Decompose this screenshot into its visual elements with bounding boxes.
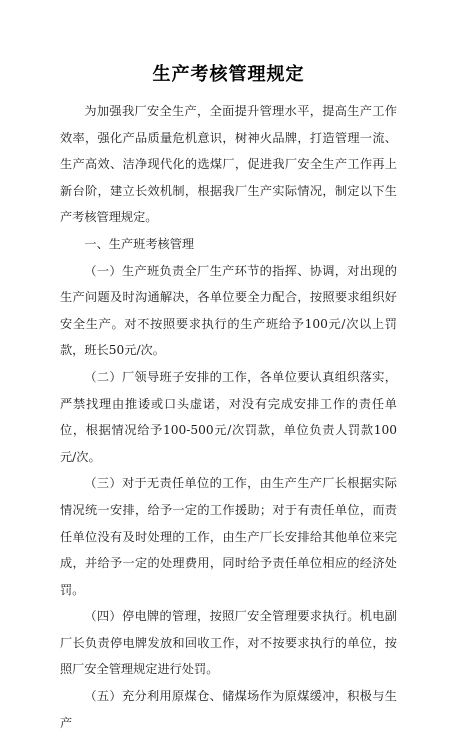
intro-paragraph: 为加强我厂安全生产，全面提升管理水平，提高生产工作效率，强化产品质量危机意识，树神火品牌，打造管理一流、生产高效、洁净现代化的选煤厂，促进我厂安全生产工作再上新台阶，建立长效机制，根据我厂生产实际情况，制定以下生产考核管理规定。 xyxy=(60,104,397,225)
section-heading: 一、生产班考核管理 xyxy=(84,236,195,251)
clause-paragraph: （三）对于无责任单位的工作，由生产生产厂长根据实际情况统一安排，给予一定的工作援助；对于有责任单位，而责任单位没有及时处理的工作，由生产厂长安排给其他单位来完成，并给予一定的处理费用，同时给予责任单位相应的经济处罚。 xyxy=(60,476,397,597)
document-title: 生产考核管理规定 xyxy=(152,64,305,85)
clause-paragraph: （二）厂领导班子安排的工作，各单位要认真组织落实，严禁找理由推诿或口头虚诺，对没有完成安排工作的责任单位，根据情况给予100-500元/次罚款，单位负责人罚款100元/次。 xyxy=(60,369,397,464)
clause-paragraph: （一）生产班负责全厂生产环节的指挥、协调，对出现的生产问题及时沟通解决，各单位要全力配合，按照要求组织好安全生产。对不按照要求执行的生产班给予100元/次以上罚款，班长50元/次。 xyxy=(60,263,397,358)
clause-paragraph: （五）充分利用原煤仓、储煤场作为原煤缓冲，积极与生产 xyxy=(60,689,397,730)
clause-paragraph: （四）停电牌的管理，按照厂安全管理要求执行。机电副厂长负责停电牌发放和回收工作，对不按要求执行的单位，按照厂安全管理规定进行处罚。 xyxy=(60,609,397,677)
